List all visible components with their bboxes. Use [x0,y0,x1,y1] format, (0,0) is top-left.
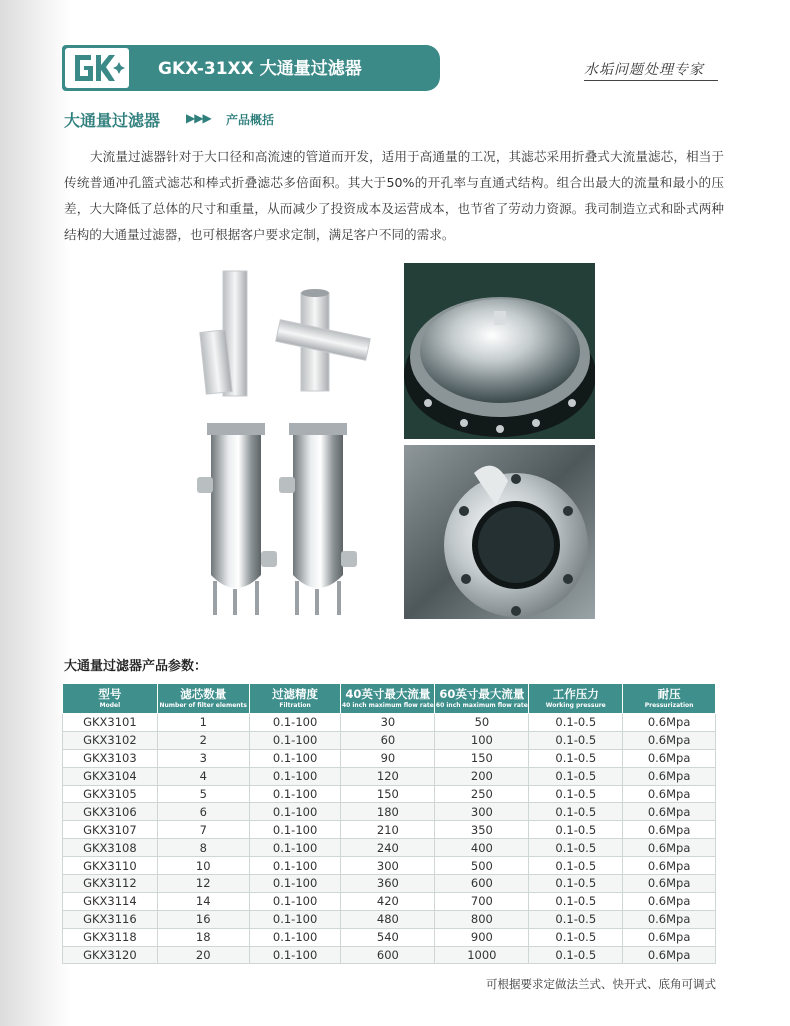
filter-housings-photo [185,411,403,619]
table-cell: 0.1-100 [249,803,341,821]
table-cell: 180 [341,803,435,821]
table-cell: 0.1-100 [249,910,341,928]
table-cell: 3 [157,749,249,767]
table-cell: 5 [157,785,249,803]
table-cell: 360 [341,875,435,893]
table-cell: 0.1-0.5 [529,839,623,857]
table-cell: 420 [341,892,435,910]
section-subtitle: 产品概括 [226,113,275,127]
gkx-logo-icon [69,51,127,85]
table-cell: 0.1-0.5 [529,767,623,785]
table-row [63,731,716,749]
slogan: 水垢问题处理专家 [584,59,718,81]
table-cell: GKX3108 [63,839,158,857]
table-cell: 0.1-100 [249,785,341,803]
flange-photo [404,445,595,619]
table-cell: GKX3114 [63,892,158,910]
table-cell: 0.6Mpa [623,714,716,732]
table-cell: 0.6Mpa [623,785,716,803]
table-cell: 0.1-0.5 [529,749,623,767]
table-cell: GKX3107 [63,821,158,839]
table-cell: 0.1-0.5 [529,714,623,732]
table-cell: 0.1-100 [249,749,341,767]
table-cell: 0.1-0.5 [529,821,623,839]
table-cell: GKX3116 [63,910,158,928]
table-cell: GKX3106 [63,803,158,821]
table-cell: 0.1-100 [249,839,341,857]
table-cell: 0.1-0.5 [529,785,623,803]
column-header: 工作压力 Working pressure [529,684,623,714]
table-cell: 0.1-0.5 [529,910,623,928]
filter-cartridges-photo [185,263,403,411]
table-cell: 0.1-100 [249,714,341,732]
table-row [63,946,716,964]
table-cell: 0.6Mpa [623,767,716,785]
table-cell: GKX3105 [63,785,158,803]
table-cell: 0.1-100 [249,892,341,910]
table-cell: 0.1-100 [249,946,341,964]
table-row [63,785,716,803]
triple-arrow-icon: ▶▶▶ [186,111,211,125]
table-cell: 7 [157,821,249,839]
table-cell: GKX3103 [63,749,158,767]
table-row [63,928,716,946]
table-header-row [63,684,716,714]
table-cell: 0.6Mpa [623,821,716,839]
table-cell: 0.1-100 [249,857,341,875]
table-cell: 20 [157,946,249,964]
table-cell: 0.1-100 [249,731,341,749]
intro-paragraph: 大流量过滤器针对于大口径和高流速的管道而开发，适用于高通量的工况，其滤芯采用折叠式大流量滤芯，相当于传统普通冲孔篮式滤芯和棒式折叠滤芯多倍面积。其大于50%的开孔率与直通式结构。组合出最大的流量和最小的压差，大大降低了总体的尺寸和重量，从而减少了投资成本及运营成本，也节省了劳动力资源。我司制造立式和卧式两种结构的大通量过滤器，也可根据客户要求定制，满足客户不同的需求。 [64,149,724,242]
table-cell: 0.1-0.5 [529,803,623,821]
column-header: 滤芯数量 Number of filter elements [157,684,249,714]
table-row [63,749,716,767]
table-title: 大通量过滤器产品参数： [64,659,208,674]
table-cell: 0.1-0.5 [529,857,623,875]
table-cell: 1000 [435,946,529,964]
table-cell: 120 [341,767,435,785]
table-cell: 480 [341,910,435,928]
table-cell: GKX3110 [63,857,158,875]
table-cell: 10 [157,857,249,875]
table-cell: 600 [435,875,529,893]
table-cell: 0.1-0.5 [529,875,623,893]
table-cell: 1 [157,714,249,732]
logo [62,45,132,91]
spec-table [62,683,716,964]
table-cell: 200 [435,767,529,785]
table-cell: 0.6Mpa [623,928,716,946]
table-cell: 0.6Mpa [623,749,716,767]
table-cell: 210 [341,821,435,839]
table-cell: 400 [435,839,529,857]
table-row [63,821,716,839]
table-cell: GKX3102 [63,731,158,749]
table-cell: 0.6Mpa [623,731,716,749]
table-cell: 0.1-0.5 [529,928,623,946]
table-cell: GKX3101 [63,714,158,732]
vessel-lid-photo [404,263,595,439]
column-header: 60英寸最大流量 60 inch maximum flow rate [435,684,529,714]
table-row [63,875,716,893]
table-cell: 30 [341,714,435,732]
column-header: 耐压 Pressurization [623,684,716,714]
table-cell: 6 [157,803,249,821]
table-cell: 0.1-0.5 [529,946,623,964]
table-cell: 0.1-100 [249,767,341,785]
column-header: 过滤精度 Filtration [249,684,341,714]
table-cell: GKX3120 [63,946,158,964]
table-cell: GKX3104 [63,767,158,785]
table-cell: 600 [341,946,435,964]
table-cell: 0.6Mpa [623,875,716,893]
table-cell: 0.6Mpa [623,857,716,875]
table-cell: 12 [157,875,249,893]
table-cell: 300 [341,857,435,875]
table-cell: 0.1-0.5 [529,731,623,749]
table-cell: 250 [435,785,529,803]
column-header: 40英寸最大流量 40 inch maximum flow rate [341,684,435,714]
section-title: 大通量过滤器 [64,111,161,130]
table-cell: 0.1-100 [249,875,341,893]
table-cell: 16 [157,910,249,928]
product-photos [185,263,595,619]
table-cell: 300 [435,803,529,821]
table-cell: 2 [157,731,249,749]
table-cell: 500 [435,857,529,875]
table-cell: 700 [435,892,529,910]
table-cell: 540 [341,928,435,946]
table-row [63,892,716,910]
table-cell: GKX3112 [63,875,158,893]
table-cell: 0.6Mpa [623,803,716,821]
table-footnote: 可根据要求定做法兰式、快开式、底角可调式 [486,977,716,991]
table-cell: GKX3118 [63,928,158,946]
table-row [63,803,716,821]
table-cell: 18 [157,928,249,946]
table-cell: 0.1-0.5 [529,892,623,910]
table-cell: 800 [435,910,529,928]
table-row [63,767,716,785]
table-cell: 0.6Mpa [623,892,716,910]
table-cell: 0.6Mpa [623,910,716,928]
table-cell: 14 [157,892,249,910]
table-cell: 350 [435,821,529,839]
table-cell: 50 [435,714,529,732]
table-cell: 0.6Mpa [623,839,716,857]
table-row [63,839,716,857]
table-cell: 0.1-100 [249,821,341,839]
table-cell: 150 [435,749,529,767]
table-cell: 900 [435,928,529,946]
table-cell: 0.6Mpa [623,946,716,964]
table-cell: 150 [341,785,435,803]
table-cell: 100 [435,731,529,749]
column-header: 型号 Model [63,684,158,714]
table-cell: 240 [341,839,435,857]
table-cell: 0.1-100 [249,928,341,946]
table-row [63,714,716,732]
table-row [63,857,716,875]
table-cell: 60 [341,731,435,749]
page-title: GKX-31XX 大通量过滤器 [158,59,362,79]
table-cell: 4 [157,767,249,785]
table-cell: 8 [157,839,249,857]
table-cell: 90 [341,749,435,767]
table-row [63,910,716,928]
